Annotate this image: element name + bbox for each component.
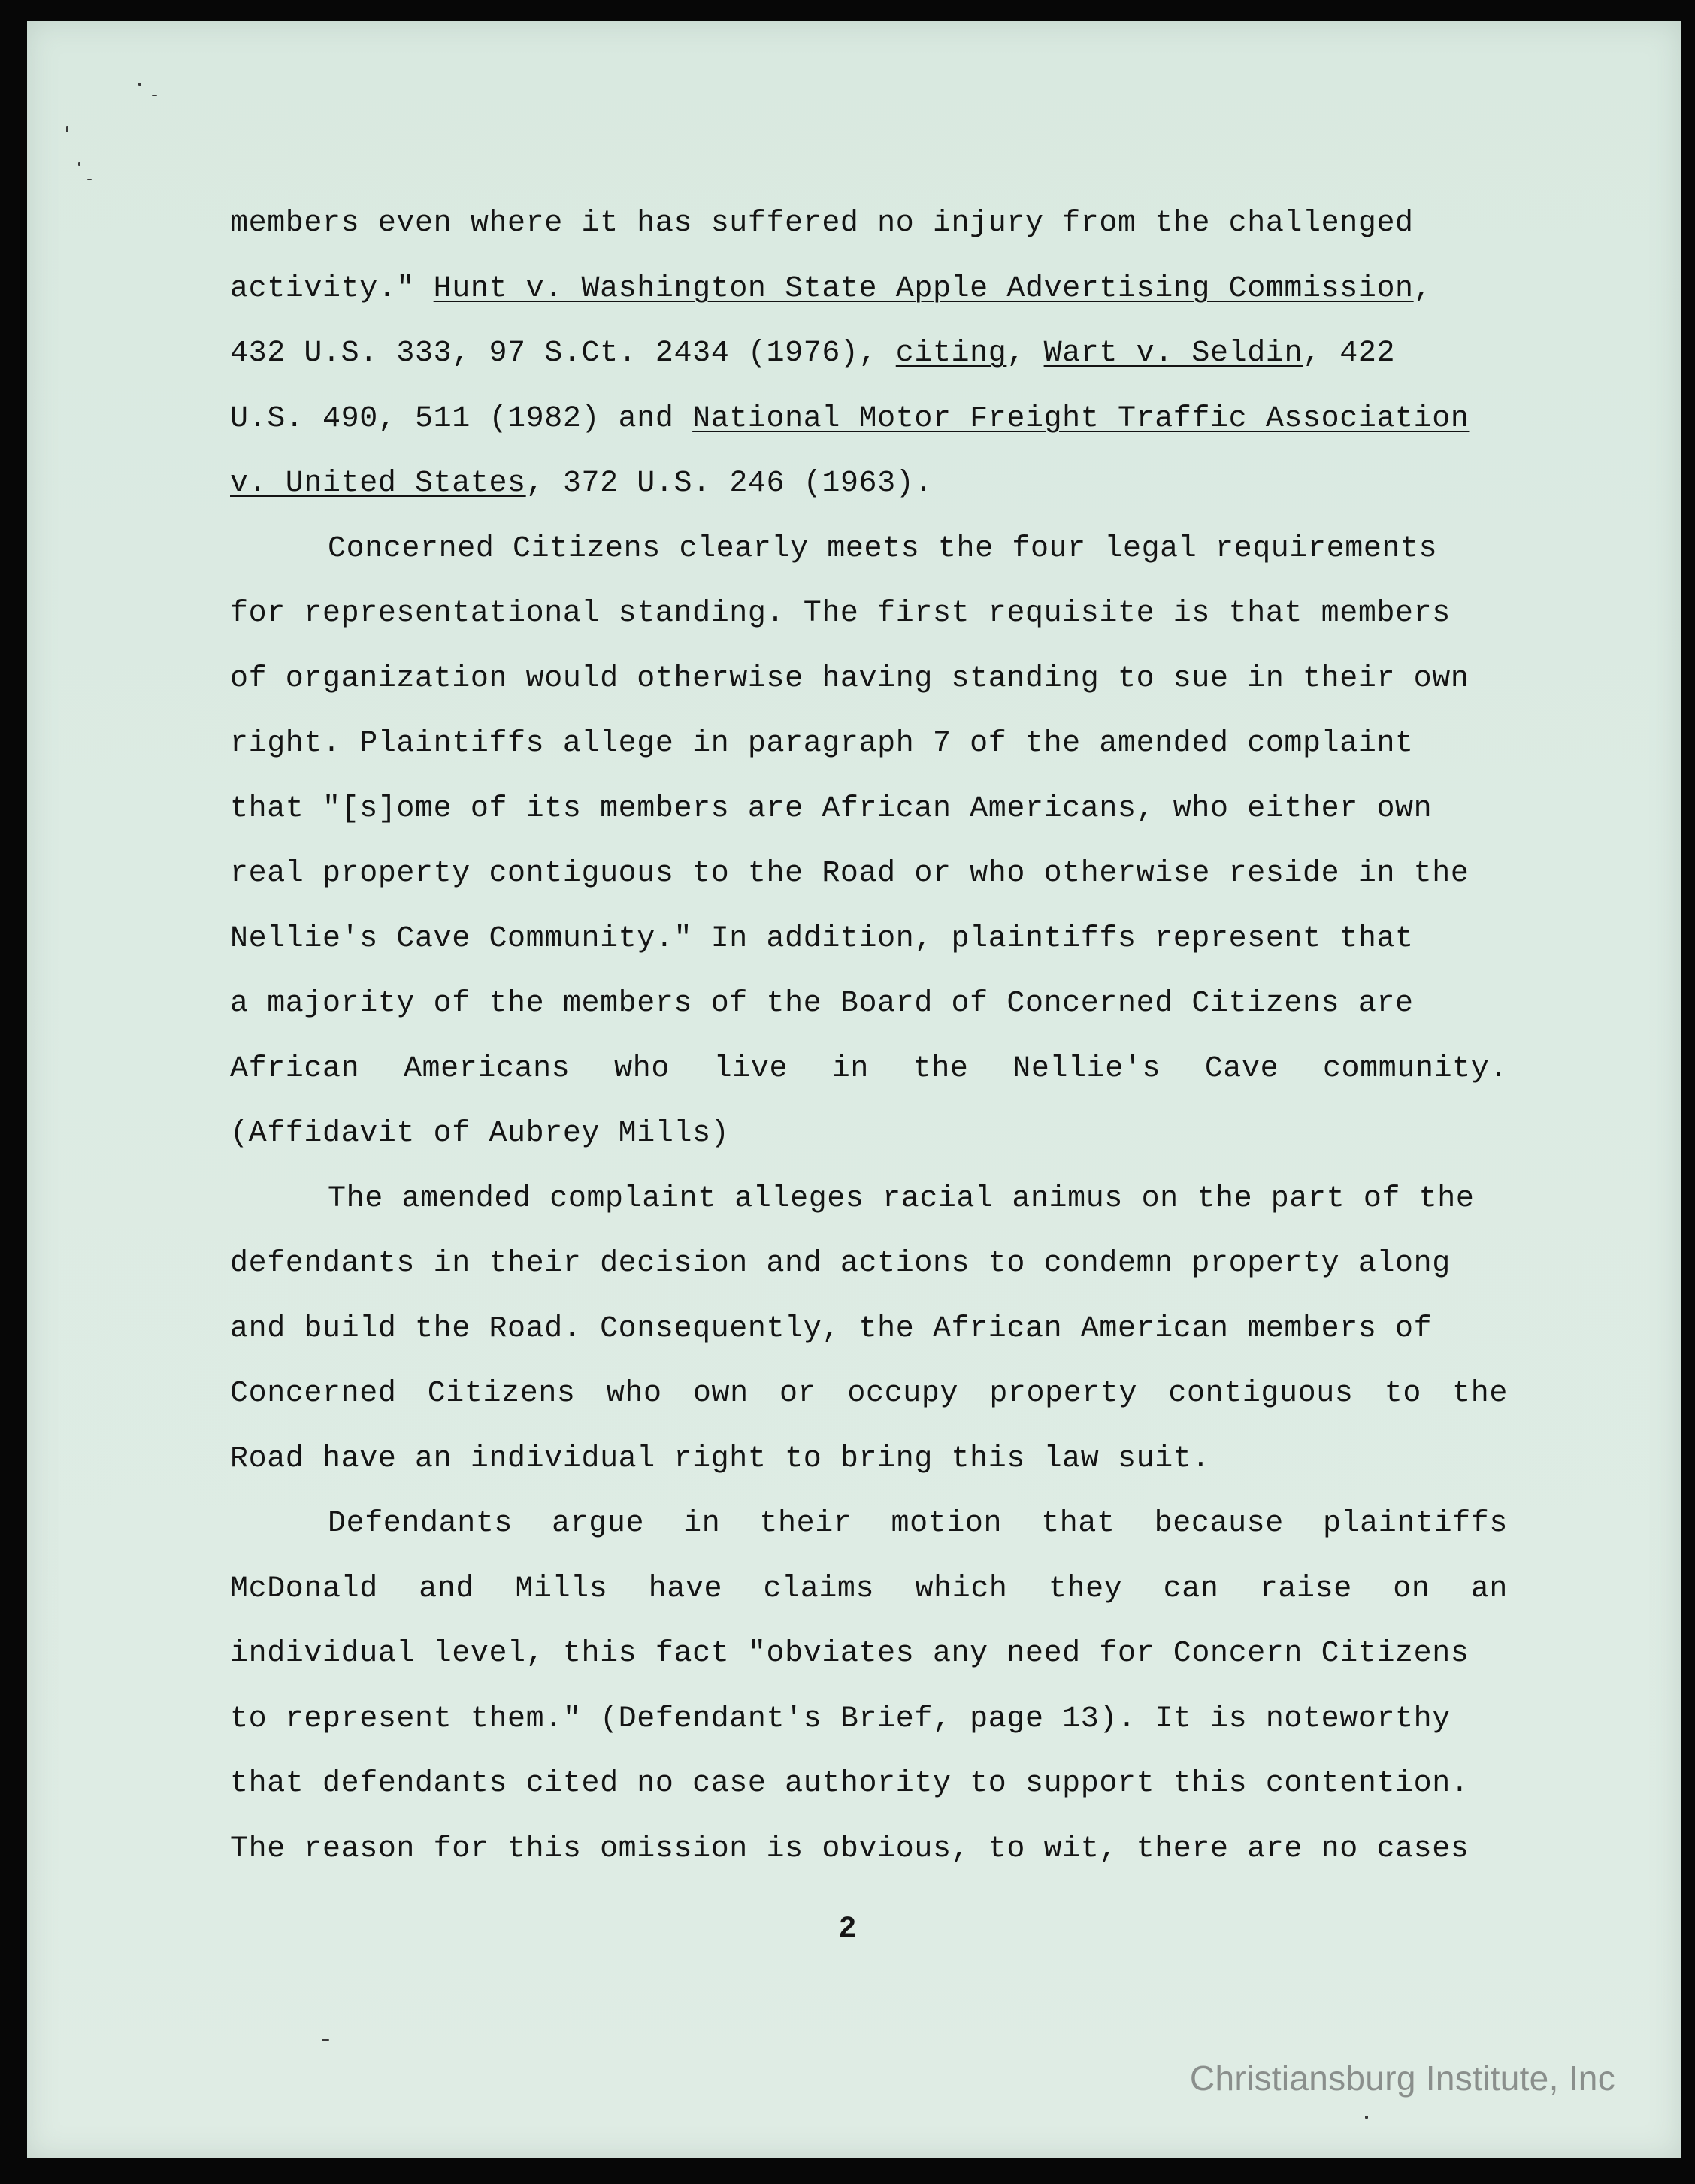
text-line — [230, 972, 1508, 1037]
text-line — [230, 1687, 1508, 1753]
text-run: members even where it has suffered no injury from the challenged — [230, 207, 1414, 240]
text-run: The reason for this omission is obvious, to wit, there are no cases — [230, 1832, 1470, 1866]
text-run: , — [1413, 271, 1433, 306]
case-citation: Wart v. Seldin — [1043, 337, 1303, 371]
text-run: , 422 — [1303, 337, 1396, 371]
text-line — [230, 1622, 1508, 1687]
text-line — [230, 777, 1508, 842]
text-line — [230, 1362, 1508, 1427]
text-line — [230, 582, 1508, 647]
text-run: 432 U.S. 333, 97 S.Ct. 2434 (1976), — [230, 337, 896, 371]
text-line — [230, 1752, 1508, 1817]
text-line — [230, 452, 1508, 517]
text-line — [230, 842, 1508, 907]
margin-speck — [322, 2039, 329, 2041]
text-run: , — [1006, 337, 1044, 371]
case-citation: citing — [895, 337, 1007, 371]
text-line — [230, 712, 1508, 777]
text-line — [230, 1492, 1508, 1557]
text-run: Road have an individual right to bring this law suit. — [230, 1441, 1211, 1476]
text-run: and build the Road. Consequently, the African American members of — [230, 1311, 1433, 1346]
text-line — [230, 1167, 1508, 1233]
text-line — [230, 1427, 1508, 1493]
text-run: Defendants argue in their motion that because plaintiffs — [328, 1507, 1508, 1541]
text-line — [230, 1102, 1508, 1167]
text-run: Concerned Citizens clearly meets the four legal requirements — [328, 531, 1438, 566]
margin-speck — [78, 162, 80, 166]
case-citation: National Motor Freight Traffic Association — [692, 401, 1470, 436]
text-line — [230, 517, 1508, 582]
text-run: right. Plaintiffs allege in paragraph 7 of the amended complaint — [230, 727, 1414, 761]
text-run: (Affidavit of Aubrey Mills) — [230, 1117, 730, 1151]
text-run: activity." — [230, 271, 434, 306]
margin-speck — [138, 83, 141, 86]
text-line — [230, 1817, 1508, 1883]
text-run: Nellie's Cave Community." In addition, plaintiffs represent that — [230, 921, 1414, 956]
text-run: to represent them." (Defendant's Brief, page 13). It is noteworthy — [230, 1702, 1451, 1736]
text-line — [230, 1037, 1508, 1103]
text-run: U.S. 490, 511 (1982) and — [230, 401, 693, 436]
margin-speck — [66, 126, 68, 132]
text-run: for representational standing. The first requisite is that members — [230, 597, 1451, 631]
page-number: 2 — [838, 1913, 857, 1947]
text-line — [230, 647, 1508, 712]
text-run: real property contiguous to the Road or who otherwise reside in the — [230, 857, 1470, 891]
text-run: Concerned Citizens who own or occupy property contiguous to the — [230, 1377, 1508, 1411]
text-run: McDonald and Mills have claims which they can raise on an — [230, 1571, 1508, 1606]
margin-speck — [152, 95, 157, 96]
case-citation: v. United States — [230, 467, 526, 501]
text-run: that "[s]ome of its members are African Americans, who either own — [230, 791, 1433, 826]
text-line — [230, 907, 1508, 973]
text-line — [230, 192, 1508, 257]
text-run: a majority of the members of the Board of Concerned Citizens are — [230, 987, 1414, 1021]
text-run: African Americans who live in the Nellie's Cave community. — [230, 1051, 1508, 1086]
text-line — [230, 257, 1508, 322]
text-run: that defendants cited no case authority to support this contention. — [230, 1767, 1470, 1801]
text-line — [230, 322, 1508, 387]
watermark: Christiansburg Institute, Inc — [1189, 2058, 1615, 2098]
text-line — [230, 1297, 1508, 1363]
text-line — [230, 387, 1508, 452]
text-run: individual level, this fact "obviates any need for Concern Citizens — [230, 1637, 1470, 1671]
text-line — [230, 1557, 1508, 1623]
text-line — [230, 1232, 1508, 1297]
text-run: of organization would otherwise having standing to sue in their own — [230, 661, 1470, 696]
text-run: The amended complaint alleges racial animus on the part of the — [328, 1181, 1475, 1216]
margin-speck — [87, 179, 92, 180]
margin-speck — [1365, 2116, 1368, 2119]
text-run: defendants in their decision and actions to condemn property along — [230, 1247, 1451, 1281]
case-citation: Hunt v. Washington State Apple Advertising Commission — [433, 271, 1414, 306]
text-run: , 372 U.S. 246 (1963). — [525, 467, 933, 501]
document-body — [230, 192, 1508, 1882]
